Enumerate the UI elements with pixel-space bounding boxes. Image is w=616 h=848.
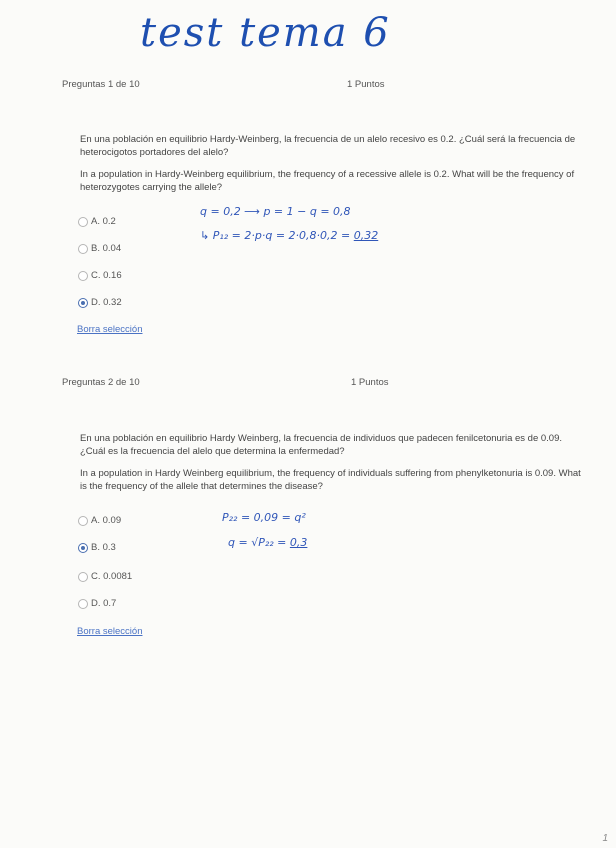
radio-icon[interactable] bbox=[78, 572, 88, 582]
question-2-text-es: En una población en equilibrio Hardy Weinberg, la frecuencia de individuos que padecen fenilcetonuria es de 0.09. ¿Cuál es la frecuencia del alelo que determina la enfermedad? bbox=[80, 433, 563, 457]
radio-icon[interactable] bbox=[78, 516, 88, 526]
option-label: C. 0.0081 bbox=[91, 571, 133, 582]
question-1-text-en: In a population in Hardy-Weinberg equilibrium, the frequency of a recessive allele is 0.2. What will be the frequency of heterozygotes carrying the allele? bbox=[80, 169, 575, 193]
option-label: B. 0.04 bbox=[91, 243, 122, 254]
question-1-text-es: En una población en equilibrio Hardy-Weinberg, la frecuencia de un alelo recesivo es 0.2. ¿Cuál será la frecuencia de heterocigotos portadores del alelo? bbox=[80, 134, 576, 158]
radio-icon[interactable] bbox=[78, 217, 88, 227]
option-label: A. 0.09 bbox=[91, 515, 122, 526]
radio-icon[interactable] bbox=[78, 599, 88, 609]
question-2-text-en: In a population in Hardy Weinberg equilibrium, the frequency of individuals suffering from phenylketonuria is 0.09. What is the frequency of the allele that determines the disease? bbox=[80, 468, 581, 492]
question-1-text bbox=[80, 133, 585, 203]
question-2-points: 1 Puntos bbox=[351, 377, 389, 388]
question-2-option-c[interactable] bbox=[78, 571, 132, 582]
question-2-number: Preguntas 2 de 10 bbox=[62, 377, 140, 388]
option-label: A. 0.2 bbox=[91, 216, 116, 227]
handwritten-answer: 0,32 bbox=[353, 229, 379, 242]
question-2-option-d[interactable] bbox=[78, 598, 116, 609]
handwritten-note-q1-line2 bbox=[200, 229, 378, 242]
handwritten-note-q2-line2 bbox=[228, 536, 307, 549]
radio-icon[interactable] bbox=[78, 244, 88, 254]
handwritten-calc: q = √P₂₂ = bbox=[228, 536, 287, 549]
question-2-text bbox=[80, 432, 585, 502]
handwritten-calc: ↳ P₁₂ = 2·p·q = 2·0,8·0,2 = bbox=[200, 229, 351, 242]
option-label: C. 0.16 bbox=[91, 270, 122, 281]
question-1-option-b[interactable] bbox=[78, 243, 121, 254]
handwritten-answer: 0,3 bbox=[289, 536, 308, 549]
question-1-option-a[interactable] bbox=[78, 216, 116, 227]
radio-icon[interactable] bbox=[78, 271, 88, 281]
option-label: D. 0.32 bbox=[91, 297, 122, 308]
option-label: B. 0.3 bbox=[91, 542, 116, 553]
page-number: 1 bbox=[602, 833, 608, 844]
question-1-option-c[interactable] bbox=[78, 270, 122, 281]
question-1-clear-selection-link[interactable]: Borra selección bbox=[77, 324, 143, 335]
question-2-option-a[interactable] bbox=[78, 515, 121, 526]
question-1-option-d[interactable] bbox=[78, 297, 122, 308]
question-1-points: 1 Puntos bbox=[347, 79, 385, 90]
radio-selected-icon[interactable] bbox=[78, 298, 88, 308]
question-2-clear-selection-link[interactable]: Borra selección bbox=[77, 626, 143, 637]
radio-selected-icon[interactable] bbox=[78, 543, 88, 553]
question-1-number: Preguntas 1 de 10 bbox=[62, 79, 140, 90]
handwritten-note-q2-line1: P₂₂ = 0,09 = q² bbox=[222, 511, 306, 524]
question-2-option-b[interactable] bbox=[78, 542, 116, 553]
option-label: D. 0.7 bbox=[91, 598, 117, 609]
handwritten-note-q1-line1: q = 0,2 ⟶ p = 1 − q = 0,8 bbox=[200, 205, 351, 218]
page-title: test tema 6 bbox=[140, 10, 391, 56]
